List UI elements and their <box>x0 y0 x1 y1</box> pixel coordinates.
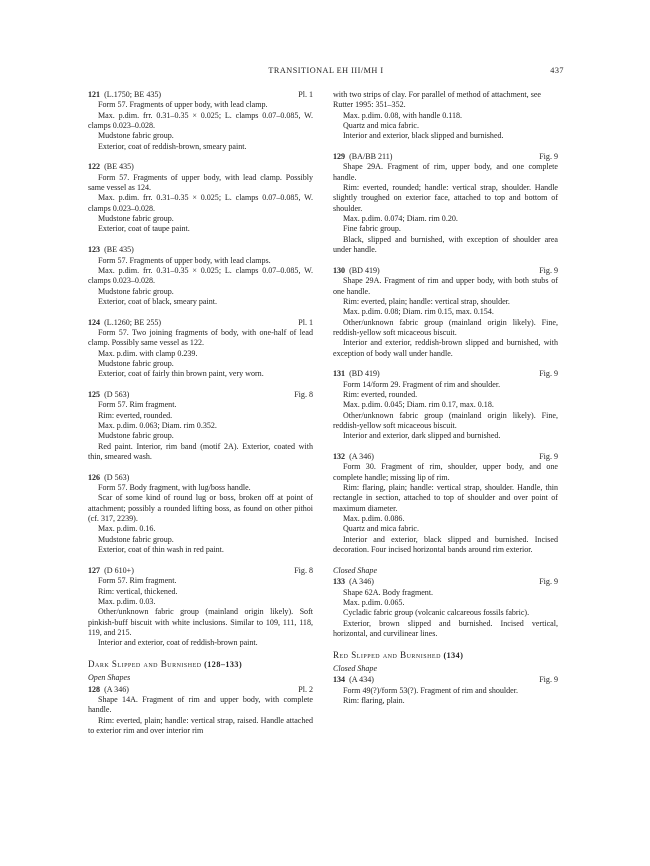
entry-number: 129 <box>333 152 346 162</box>
figure-reference: Fig. 9 <box>539 265 558 275</box>
subsection-heading: Closed Shape <box>333 663 378 673</box>
entry-reference: (A 346) <box>349 452 374 462</box>
entry-line: Mudstone fabric group. <box>98 286 174 296</box>
entry-line: Form 57. Fragments of upper body, with lead clamp. Possibly same vessel as 124. <box>88 172 313 193</box>
entry-line: Other/unknown fabric group (mainland origin likely). Fine, reddish-yellow soft micaceous biscuit. <box>333 410 558 430</box>
right-column <box>333 90 558 717</box>
entry-reference: (L.1260; BE 255) <box>104 317 162 327</box>
entry-number: 125 <box>88 389 101 399</box>
entry-reference: (BD 419) <box>349 265 380 275</box>
entry-line: Mudstone fabric group. <box>98 214 174 224</box>
catalogue-entry <box>88 566 313 649</box>
section-range: (134) <box>443 650 464 660</box>
page-number: 437 <box>550 66 564 75</box>
entry-line: Max. p.dim. frr. 0.31–0.35 × 0.025; L. clamps 0.07–0.085, W. clamps 0.023–0.028. <box>88 193 313 213</box>
entry-number: 130 <box>333 265 346 275</box>
entry-id <box>88 245 134 255</box>
entry-line: Max. p.dim. with clamp 0.239. <box>98 348 198 358</box>
figure-reference: Pl. 1 <box>298 90 313 99</box>
entry-heading <box>88 245 313 255</box>
entry-line: Form 57. Body fragment, with lug/boss handle. <box>98 483 251 493</box>
entry-line: Mudstone fabric group. <box>98 131 174 141</box>
entry-line: Form 57. Two joining fragments of body, with one-half of lead clamp. Possibly same vessel as 122. <box>88 327 313 348</box>
entry-id <box>333 152 392 162</box>
section-title: Dark Slipped and Burnished <box>88 658 202 669</box>
entry-id <box>88 473 129 483</box>
entry-line: Max. p.dim. 0.074; Diam. rim 0.20. <box>343 214 458 224</box>
figure-reference: Fig. 9 <box>539 452 558 462</box>
entry-line: Other/unknown fabric group (mainland origin likely). Fine, reddish-yellow soft micaceous biscuit. <box>333 317 558 337</box>
entry-id <box>88 90 161 100</box>
entry-line: Rim: everted, plain; handle: vertical strap, raised. Handle attached to exterior rim and over interior rim <box>88 715 313 735</box>
left-column <box>88 90 313 747</box>
entry-line: Rim: everted, plain; handle: vertical strap, shoulder. <box>343 296 510 306</box>
entry-heading <box>88 566 313 576</box>
entry-reference: (A 434) <box>349 675 374 685</box>
entry-reference: (BE 435) <box>104 162 134 172</box>
entry-line: Interior and exterior, black slipped and burnished. Incised decoration. Four incised horizontal bands around rim exterior. <box>333 534 558 555</box>
catalogue-entry <box>88 318 313 380</box>
entry-line: Exterior, coat of taupe paint. <box>98 224 190 234</box>
entry-line: Max. p.dim. 0.08, with handle 0.118. <box>343 110 463 120</box>
entry-heading <box>333 152 558 162</box>
catalogue-entry <box>88 245 313 307</box>
entry-number: 131 <box>333 369 346 379</box>
entry-line: Rim: everted, rounded; handle: vertical strap, shoulder. Handle slightly troughed on exterior face, attached to top and bottom of shoulder. <box>333 183 558 213</box>
section-heading <box>333 650 558 661</box>
entry-line: Form 49(?)/form 53(?). Fragment of rim and shoulder. <box>343 685 518 695</box>
figure-reference: Fig. 8 <box>294 565 313 575</box>
entry-line: Max. p.dim. 0.08; Diam. rim 0.15, max. 0.154. <box>343 307 494 317</box>
entry-line: Max. p.dim. 0.063; Diam. rim 0.352. <box>98 421 217 430</box>
entry-heading <box>333 675 558 685</box>
entry-id <box>333 452 374 462</box>
entry-line: Other/unknown fabric group (mainland origin likely). Soft pinkish-buff biscuit with white inclusions. Similar to 109, 111, 118, 119, and 215. <box>88 607 313 637</box>
section-heading <box>88 659 313 670</box>
entry-line: Exterior, coat of thin wash in red paint. <box>98 545 224 555</box>
entry-line: Rim: flaring, plain; handle: vertical strap, shoulder. Handle, thin rectangle in section, attached to top of shoulder and over point of maximum diameter. <box>333 483 558 513</box>
figure-reference: Fig. 9 <box>539 369 558 379</box>
entry-line: Max. p.dim. 0.16. <box>98 524 156 534</box>
catalogue-entry <box>88 685 313 737</box>
entry-line: Shape 14A. Fragment of rim and upper body, with complete handle. <box>88 694 313 715</box>
figure-reference: Fig. 9 <box>539 152 558 162</box>
entry-id <box>333 266 380 276</box>
continued-entry <box>333 90 558 142</box>
entry-line: Fine fabric group. <box>343 224 401 234</box>
entry-line: Quartz and mica fabric. <box>343 121 419 131</box>
entry-heading <box>88 162 313 172</box>
entry-reference: (A 346) <box>104 684 129 694</box>
catalogue-entry <box>333 452 558 555</box>
entry-line: Rim: everted, rounded. <box>98 410 173 420</box>
figure-reference: Fig. 9 <box>539 577 558 587</box>
running-header <box>88 66 564 78</box>
entry-line: Quartz and mica fabric. <box>343 524 419 534</box>
entry-reference: (A 346) <box>349 577 374 587</box>
catalogue-entry <box>333 266 558 359</box>
entry-heading <box>333 452 558 462</box>
entry-line: Rim: everted, rounded. <box>343 389 418 399</box>
entry-line: Scar of some kind of round lug or boss, broken off at point of attachment; possibly a rounded lifting boss, as found on other pithoi (cf. 317, 2239). <box>88 493 313 524</box>
catalogue-entry <box>333 369 558 441</box>
entry-line: Form 57. Rim fragment. <box>98 576 177 586</box>
entry-id <box>333 675 374 685</box>
entry-number: 132 <box>333 452 346 462</box>
entry-line: Mudstone fabric group. <box>98 534 174 544</box>
entry-number: 128 <box>88 684 101 694</box>
entry-line: Black, slipped and burnished, with exception of shoulder area under handle. <box>333 234 558 255</box>
entry-line: Interior and exterior, reddish-brown slipped and burnished, with exception of body wall under handle. <box>333 338 558 358</box>
entry-line: Form 57. Rim fragment. <box>98 400 177 410</box>
entry-line: Interior and exterior, dark slipped and burnished. <box>343 431 501 441</box>
figure-reference: Fig. 9 <box>539 675 558 685</box>
entry-number: 122 <box>88 162 101 172</box>
figure-reference: Fig. 8 <box>294 389 313 399</box>
entry-line: Max. p.dim. frr. 0.31–0.35 × 0.025; L. clamps 0.07–0.085, W. clamps 0.023–0.028. <box>88 110 313 131</box>
entry-id <box>88 566 134 576</box>
entry-line: Form 14/form 29. Fragment of rim and shoulder. <box>343 379 501 389</box>
entry-line: Exterior, coat of black, smeary paint. <box>98 296 217 306</box>
entry-reference: (BD 419) <box>349 369 380 379</box>
catalogue-entry <box>333 675 558 706</box>
entry-reference: (D 610+) <box>104 565 134 575</box>
running-title: TRANSITIONAL EH III/MH I <box>268 66 384 75</box>
entry-heading <box>88 318 313 328</box>
entry-heading <box>333 369 558 379</box>
entry-line: Shape 29A. Fragment of rim and upper body, with both stubs of one handle. <box>333 276 558 296</box>
subsection-heading: Closed Shape <box>333 565 378 575</box>
entry-line: Max. p.dim. 0.03. <box>98 596 156 606</box>
entry-line: Interior and exterior, coat of reddish-brown paint. <box>98 638 258 648</box>
entry-id <box>88 162 134 172</box>
entry-line: with two strips of clay. For parallel of method of attachment, see Rutter 1995: 351–352. <box>333 90 541 110</box>
entry-heading <box>88 90 313 100</box>
entry-line: Exterior, brown slipped and burnished. Incised vertical, horizontal, and curvilinear lines. <box>333 618 558 638</box>
entry-line: Max. p.dim. 0.086. <box>343 514 405 524</box>
entry-line: Mudstone fabric group. <box>98 431 174 441</box>
entry-reference: (BA/BB 211) <box>349 152 393 162</box>
entry-line: Rim: vertical, thickened. <box>98 586 178 596</box>
entry-line: Form 57. Fragments of upper body, with lead clamps. <box>98 255 271 265</box>
section-title: Red Slipped and Burnished <box>333 649 441 660</box>
catalogue-entry <box>88 90 313 152</box>
catalogue-entry <box>88 162 313 234</box>
entry-id <box>333 577 374 587</box>
section-range: (128–133) <box>204 659 243 669</box>
entry-line: Cycladic fabric group (volcanic calcareous fossils fabric). <box>343 608 530 618</box>
entry-line: Max. p.dim. 0.065. <box>343 597 405 607</box>
catalogue-entry <box>333 577 558 639</box>
entry-id <box>88 318 161 328</box>
entry-line: Rim: flaring, plain. <box>343 695 405 705</box>
entry-id <box>88 390 129 400</box>
entry-heading <box>88 390 313 400</box>
entry-number: 127 <box>88 565 101 575</box>
entry-line: Shape 62A. Body fragment. <box>343 587 434 597</box>
entry-line: Max. p.dim. frr. 0.31–0.35 × 0.025; L. clamps 0.07–0.085, W. clamps 0.023–0.028. <box>88 265 313 286</box>
entry-reference: (BE 435) <box>104 245 134 255</box>
entry-number: 134 <box>333 675 346 685</box>
entry-line: Mudstone fabric group. <box>98 358 174 368</box>
entry-reference: (D 563) <box>104 389 130 399</box>
entry-heading <box>88 685 313 695</box>
entry-line: Shape 29A. Fragment of rim, upper body, and one complete handle. <box>333 162 558 182</box>
entry-heading <box>333 577 558 587</box>
entry-reference: (D 563) <box>104 472 130 482</box>
entry-number: 124 <box>88 317 101 327</box>
entry-id <box>88 685 129 695</box>
entry-line: Form 57. Fragments of upper body, with lead clamp. <box>98 100 268 110</box>
figure-reference: Pl. 2 <box>298 684 313 694</box>
catalogue-entry <box>88 390 313 462</box>
catalogue-entry <box>88 473 313 556</box>
entry-number: 133 <box>333 577 346 587</box>
entry-number: 123 <box>88 245 101 255</box>
entry-line: Max. p.dim. 0.045; Diam. rim 0.17, max. 0.18. <box>343 400 494 410</box>
entry-number: 126 <box>88 472 101 482</box>
entry-id <box>333 369 380 379</box>
entry-line: Interior and exterior, black slipped and burnished. <box>343 131 504 141</box>
entry-heading <box>333 266 558 276</box>
subsection-heading: Open Shapes <box>88 673 131 683</box>
entry-reference: (L.1750; BE 435) <box>104 90 162 99</box>
entry-number: 121 <box>88 90 101 99</box>
catalogue-entry <box>333 152 558 255</box>
entry-line: Form 30. Fragment of rim, shoulder, upper body, and one complete handle; missing lip of rim. <box>333 462 558 482</box>
entry-line: Exterior, coat of reddish-brown, smeary paint. <box>98 141 247 151</box>
entry-heading <box>88 473 313 483</box>
entry-line: Exterior, coat of fairly thin brown paint, very worn. <box>98 369 264 379</box>
figure-reference: Pl. 1 <box>298 317 313 327</box>
entry-line: Red paint. Interior, rim band (motif 2A). Exterior, coated with thin, smeared wash. <box>88 441 313 462</box>
